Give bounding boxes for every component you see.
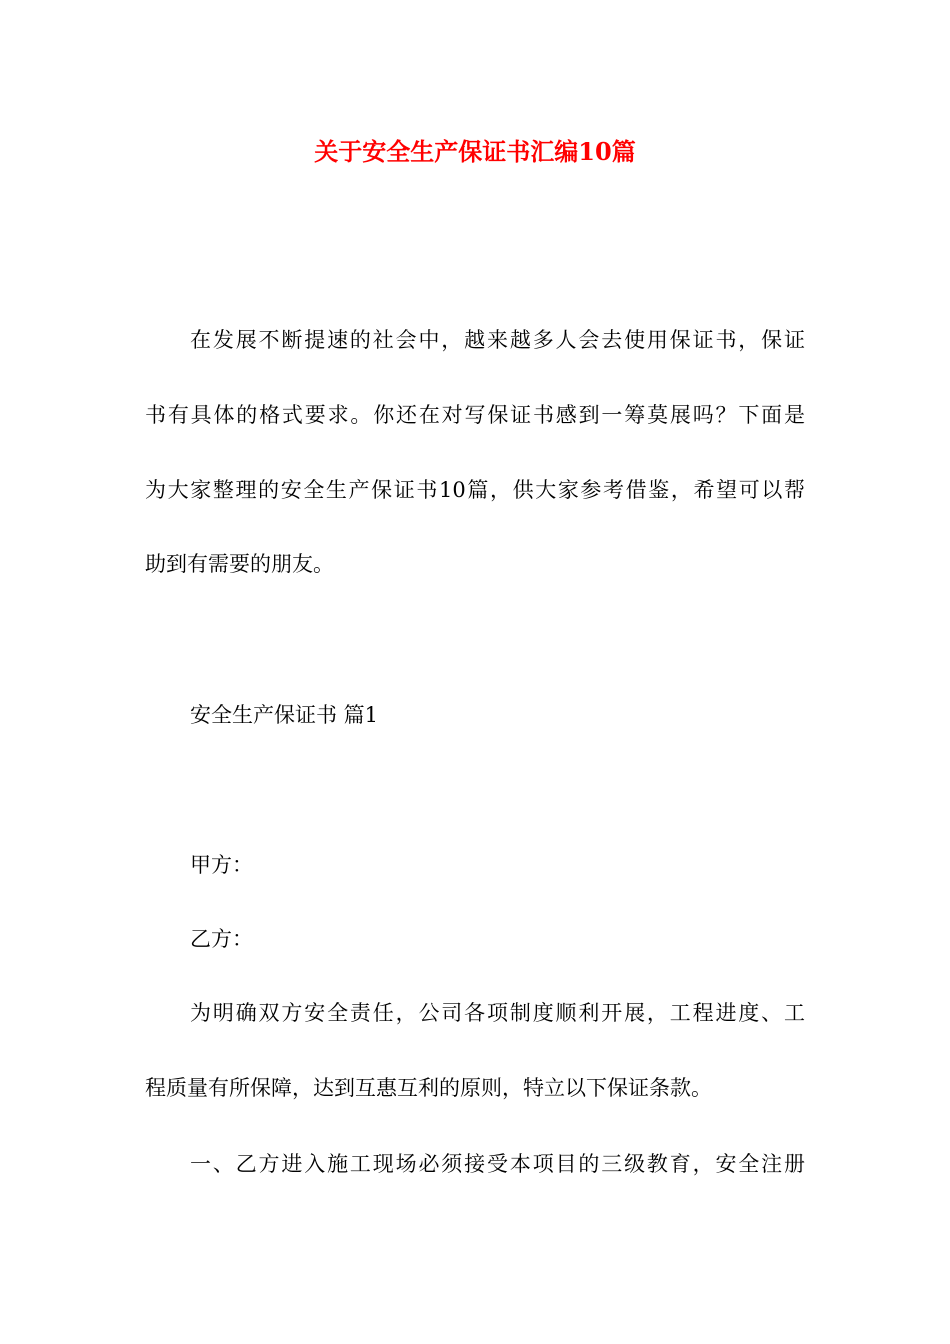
purpose-line-2: 程质量有所保障，达到互惠互利的原则，特立以下保证条款。: [145, 1076, 712, 1100]
party-a-label: 甲方：: [190, 853, 253, 877]
intro-line-1: 在发展不断提速的社会中，越来越多人会去使用保证书，保证: [190, 328, 805, 352]
document-title: 关于安全生产保证书汇编10篇: [314, 137, 636, 166]
intro-line-4: 助到有需要的朋友。: [145, 552, 334, 576]
purpose-line-1: 为明确双方安全责任，公司各项制度顺利开展，工程进度、工: [190, 1001, 805, 1025]
clause-1-line: 一、乙方进入施工现场必须接受本项目的三级教育，安全注册: [190, 1152, 805, 1176]
intro-line-2: 书有具体的格式要求。你还在对写保证书感到一筹莫展吗？下面是: [145, 403, 805, 427]
intro-line-3: 为大家整理的安全生产保证书10篇，供大家参考借鉴，希望可以帮: [145, 478, 805, 502]
party-b-label: 乙方：: [190, 927, 253, 951]
section-heading: 安全生产保证书 篇1: [190, 703, 379, 727]
